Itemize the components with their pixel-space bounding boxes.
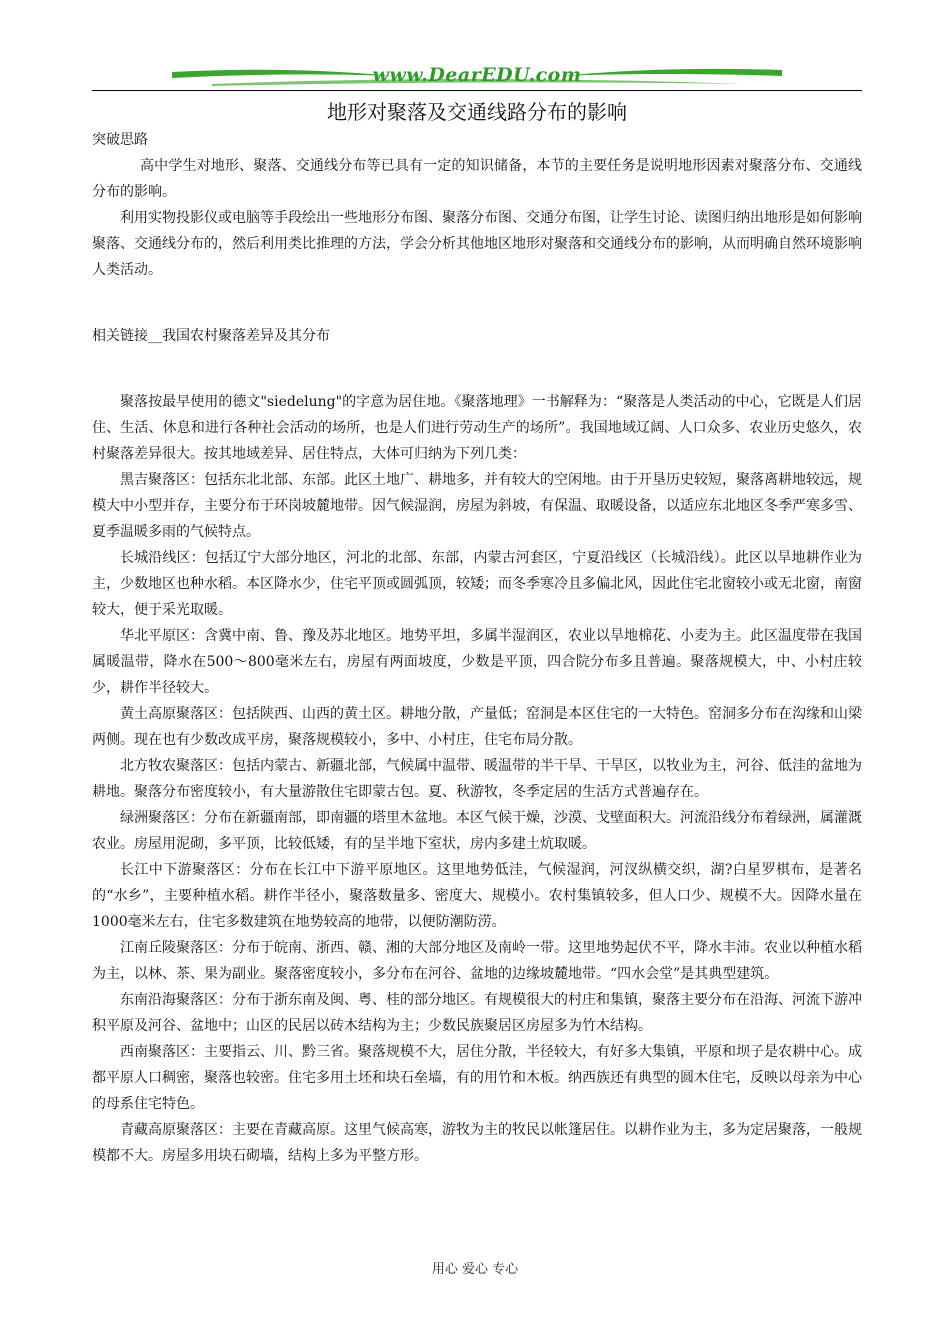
page-title: 地形对聚落及交通线路分布的影响 bbox=[327, 100, 627, 124]
paragraph: 长城沿线区：包括辽宁大部分地区，河北的北部、东部，内蒙古河套区，宁夏沿线区（长城沿线）。此区以旱地耕作业为主，少数地区也种水稻。本区降水少，住宅平顶或圆弧顶，较矮；而冬季寒冷且多偏北风，因此住宅北窗较小或无北窗，南窗较大，便于采光取暖。 bbox=[92, 550, 862, 618]
paragraph: 北方牧农聚落区：包括内蒙古、新疆北部，气候属中温带、暖温带的半干旱、干旱区，以牧业为主，河谷、低洼的盆地为耕地。聚落分布密度较小，有大量游散住宅即蒙古包。夏、秋游牧，冬季定居的生活方式普遍存在。 bbox=[92, 758, 862, 800]
paragraph: 绿洲聚落区：分布在新疆南部，即南疆的塔里木盆地。本区气候干燥，沙漠、戈壁面积大。河流沿线分布着绿洲，属灌溉农业。房屋用泥砌，多平顶，比较低矮，有的呈半地下室状，房内多建土炕取暖。 bbox=[92, 810, 862, 852]
site-header bbox=[92, 62, 862, 90]
paragraph: 高中学生对地形、聚落、交通线分布等已具有一定的知识储备，本节的主要任务是说明地形因素对聚落分布、交通线分布的影响。 bbox=[92, 158, 862, 200]
paragraph: 江南丘陵聚落区：分布于皖南、浙西、赣、湘的大部分地区及南岭一带。这里地势起伏不平，降水丰沛。农业以种植水稻为主，以林、茶、果为副业。聚落密度较小，多分布在河谷、盆地的边缘坡麓地带。“四水会堂”是其典型建筑。 bbox=[92, 940, 862, 982]
paragraph: 黑吉聚落区：包括东北北部、东部。此区土地广、耕地多，并有较大的空闲地。由于开垦历史较短，聚落离耕地较远，规模大中小型并存，主要分布于环岗坡麓地带。因气候湿润，房屋为斜坡，有保温、取暖设备，以适应东北地区冬季严寒多雪、夏季温暖多雨的气候特点。 bbox=[92, 472, 862, 540]
paragraph: 华北平原区：含冀中南、鲁、豫及苏北地区。地势平坦，多属半湿润区，农业以旱地棉花、小麦为主。此区温度带在我国属暖温带，降水在500～800毫米左右，房屋有两面坡度，少数是平顶，四合院分布多且普遍。聚落规模大，中、小村庄较少，耕作半径较大。 bbox=[92, 628, 862, 696]
paragraph: 东南沿海聚落区：分布于浙东南及闽、粤、桂的部分地区。有规模很大的村庄和集镇，聚落主要分布在沿海、河流下游冲积平原及河谷、盆地中；山区的民居以砖木结构为主；少数民族聚居区房屋多为竹木结构。 bbox=[92, 992, 862, 1034]
site-logo-text[interactable]: www.DearEDU.com bbox=[372, 64, 582, 86]
document-body bbox=[92, 127, 862, 1169]
paragraph: 利用实物投影仪或电脑等手段绘出一些地形分布图、聚落分布图、交通分布图，让学生讨论、读图归纳出地形是如何影响聚落、交通线分布的，然后利用类比推理的方法，学会分析其他地区地形对聚落和交通线分布的影响，从而明确自然环境影响人类活动。 bbox=[92, 210, 862, 278]
paragraph: 聚落按最早使用的德文"siedelung"的字意为居住地。《聚落地理》一书解释为：“聚落是人类活动的中心，它既是人们居住、生活、休息和进行各种社会活动的场所，也是人们进行劳动生产的场所”。我国地域辽阔、人口众多、农业历史悠久，农村聚落差异很大。按其地域差异、居住特点，大体可归纳为下列几类： bbox=[92, 394, 862, 462]
paragraph: 西南聚落区：主要指云、川、黔三省。聚落规模不大，居住分散，半径较大，有好多大集镇，平原和坝子是农耕中心。成都平原人口稠密，聚落也较密。住宅多用土坯和块石垒墙，有的用竹和木板。纳西族还有典型的圆木住宅，反映以母亲为中心的母系住宅特色。 bbox=[92, 1044, 862, 1112]
link-heading: 相关链接__我国农村聚落差异及其分布 bbox=[92, 328, 330, 344]
header-divider bbox=[92, 90, 862, 91]
paragraph: 青藏高原聚落区：主要在青藏高原。这里气候高寒，游牧为主的牧民以帐篷居住。以耕作业为主，多为定居聚落，一般规模都不大。房屋多用块石砌墙，结构上多为平整方形。 bbox=[92, 1122, 862, 1164]
paragraph: 黄土高原聚落区：包括陕西、山西的黄土区。耕地分散，产量低；窑洞是本区住宅的一大特色。窑洞多分布在沟缘和山梁两侧。现在也有少数改成平房，聚落规模较小，多中、小村庄，住宅布局分散。 bbox=[92, 706, 862, 748]
page-footer: 用心 爱心 专心 bbox=[431, 1262, 519, 1277]
section-heading: 突破思路 bbox=[92, 132, 148, 148]
paragraph: 长江中下游聚落区：分布在长江中下游平原地区。这里地势低洼，气候湿润，河汊纵横交织，湖?白星罗棋布，是著名的“水乡”，主要种植水稻。耕作半径小，聚落数量多、密度大、规模小。农村集镇较多，但人口少、规模不大。因降水量在1000毫米左右，住宅多数建筑在地势较高的地带，以便防潮防涝。 bbox=[92, 862, 862, 930]
